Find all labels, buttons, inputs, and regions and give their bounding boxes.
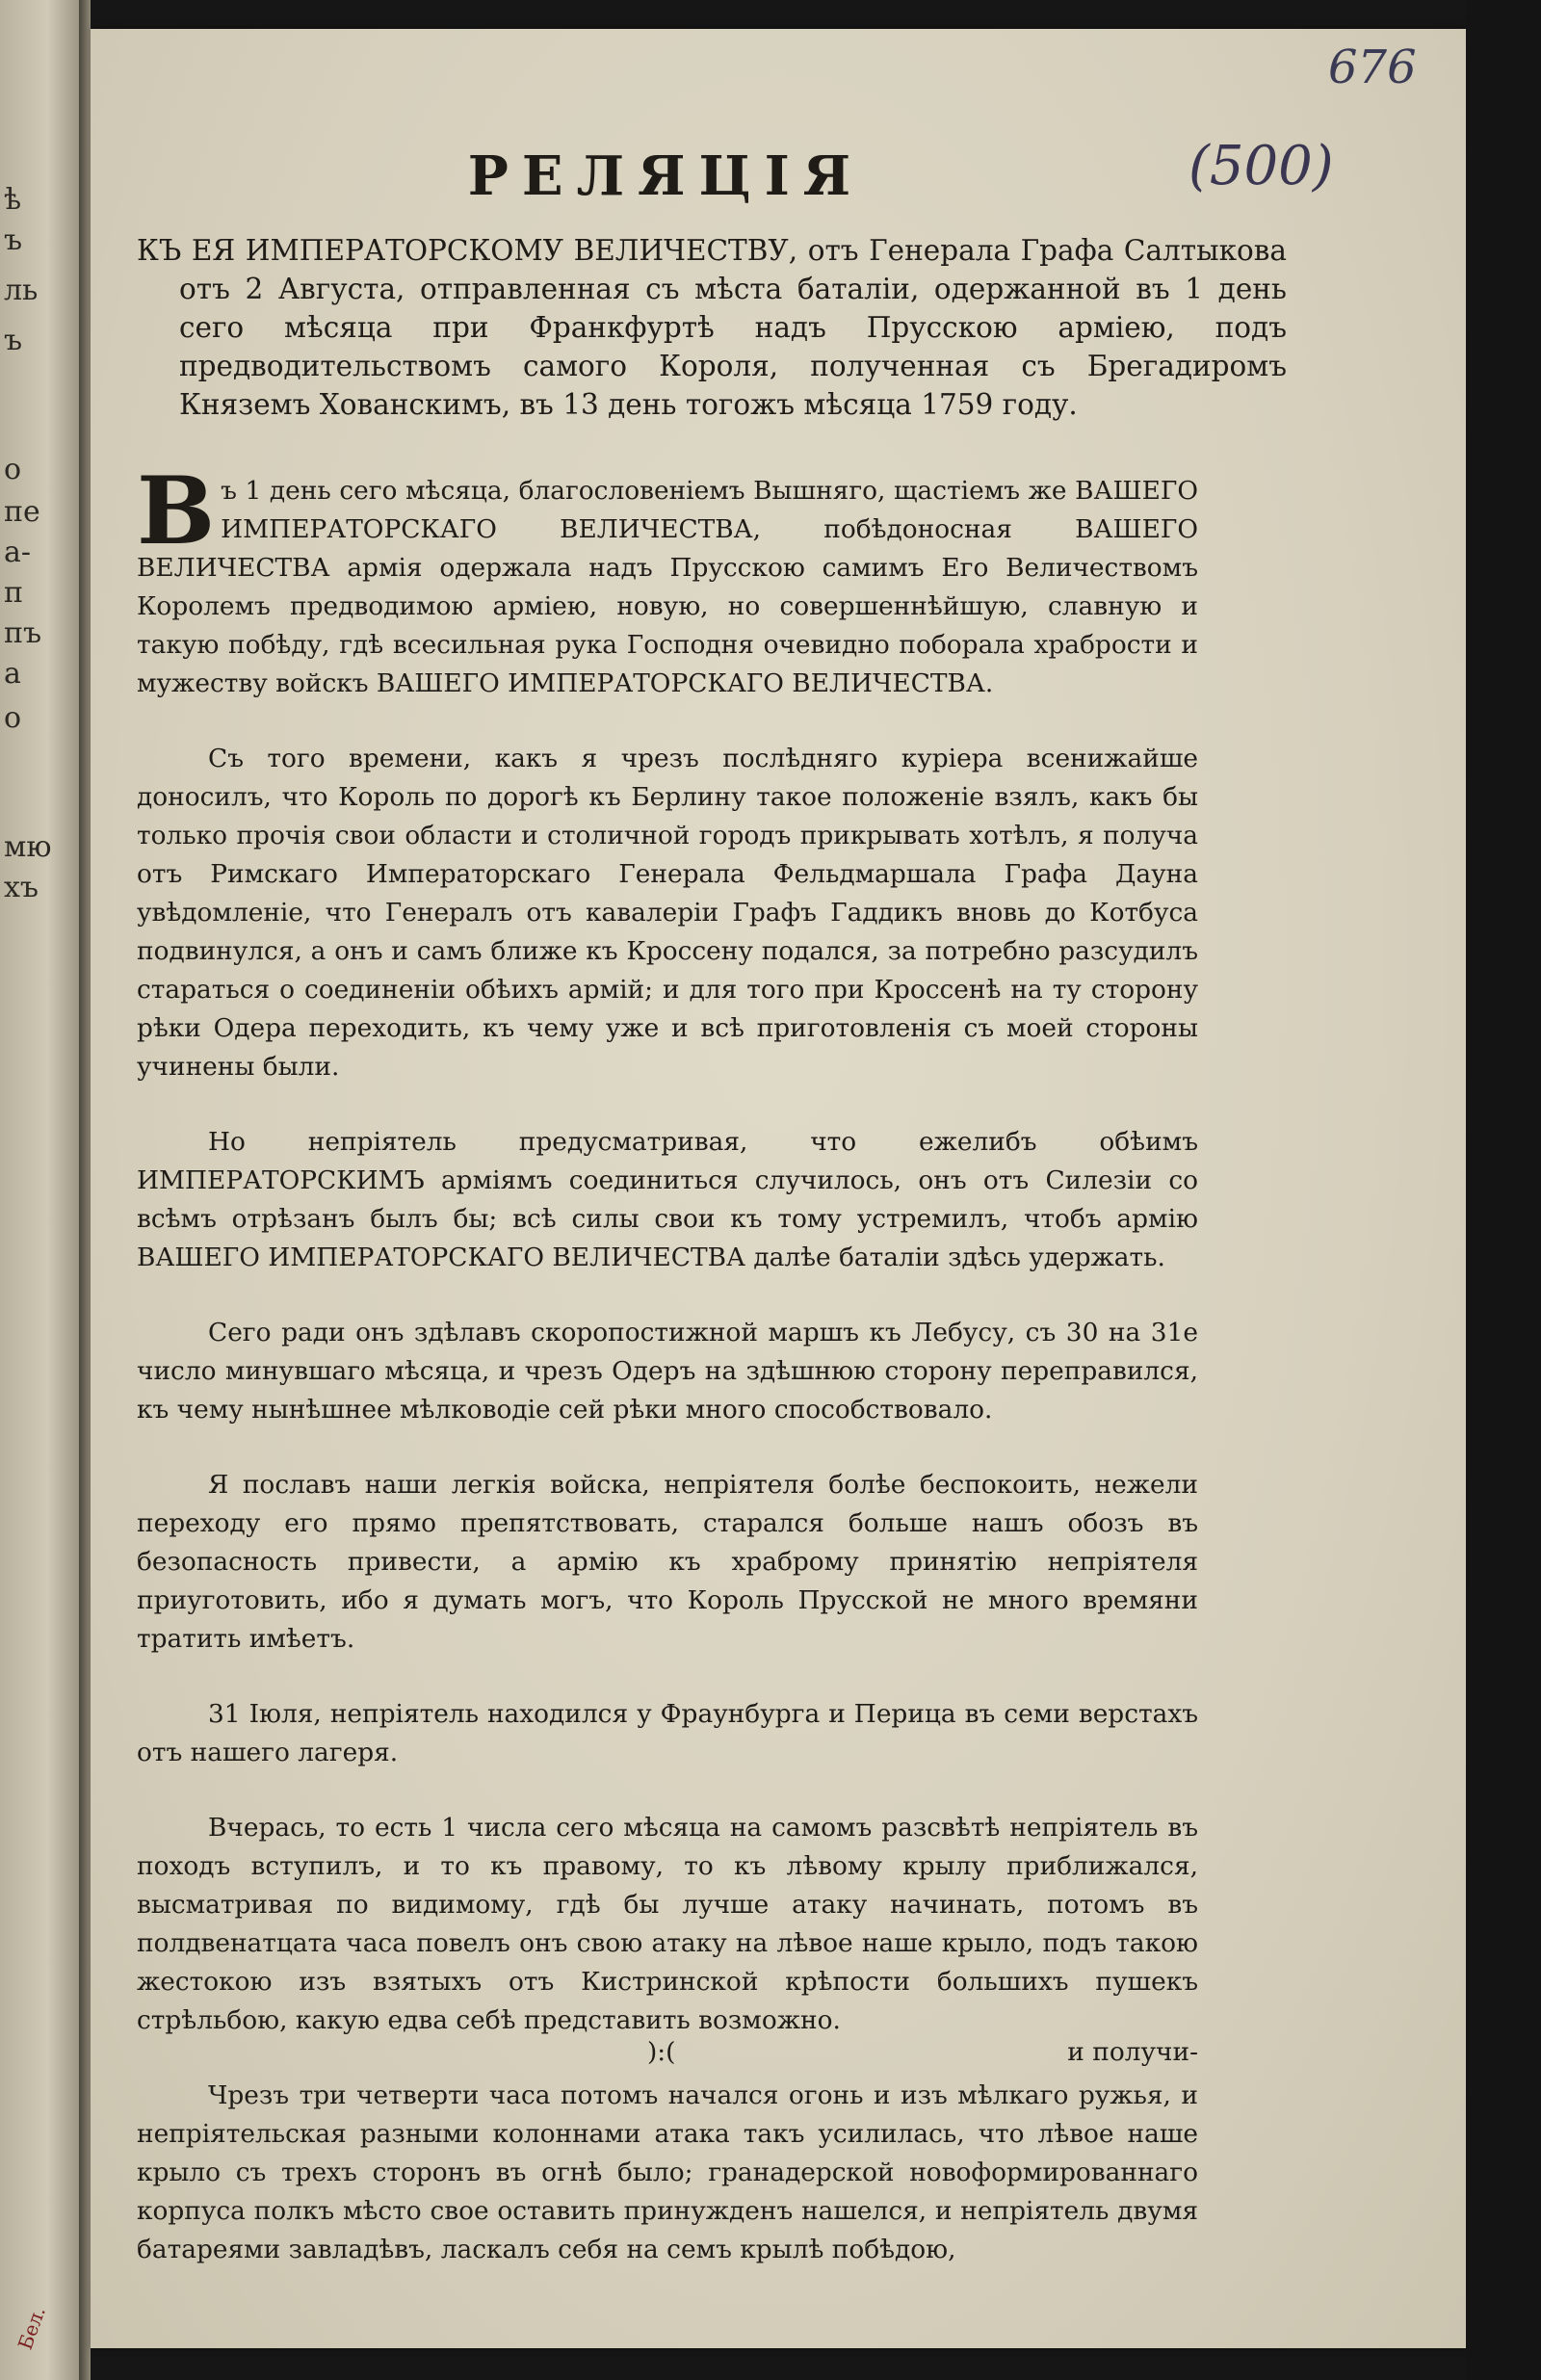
scan-background bbox=[1466, 0, 1541, 2380]
archive-number: (500) bbox=[1188, 135, 1334, 197]
folio-number: 676 bbox=[1328, 40, 1417, 94]
previous-page-edge bbox=[0, 0, 79, 2380]
prev-page-fragment: о bbox=[4, 453, 22, 486]
prev-page-fragment: ъ bbox=[4, 324, 23, 357]
catchword: и получи- bbox=[1067, 2037, 1198, 2067]
paragraph bbox=[137, 457, 1198, 703]
prev-page-fragment: о bbox=[4, 701, 22, 735]
library-sticker: Бел. bbox=[13, 2303, 50, 2353]
paragraph: Но непрiятель предусматривая, что ежелибъ обѣимъ ИМПЕРАТОРСКИМЪ армiямъ соединиться случилось, онъ отъ Силезiи со всѣмъ отрѣзанъ былъ бы; всѣ силы свои къ тому устремилъ, чтобъ армiю ВАШЕГО ИМПЕРАТОРСКАГО ВЕЛИЧЕСТВА далѣе баталiи здѣсь удержать. bbox=[137, 1127, 1198, 1272]
document-body bbox=[137, 457, 1198, 2306]
prev-page-fragment: мю bbox=[4, 830, 52, 864]
prev-page-fragment: хъ bbox=[4, 871, 39, 904]
prev-page-fragment: ѣ bbox=[4, 183, 22, 217]
paragraph: Я пославъ наши легкiя войска, непрiятеля болѣе беспокоить, нежели переходу его прямо препятствовать, старался больше нашъ обозъ въ безопасность привести, а армiю къ храброму принятiю непрiятеля приуготовить, ибо я думать могъ, что Король Прусской не много времяни тратить имѣетъ. bbox=[137, 1470, 1198, 1654]
prev-page-fragment: пе bbox=[4, 495, 40, 529]
paragraph: Сего ради онъ здѣлавъ скоропостижной маршъ къ Лебусу, съ 30 на 31е число минувшаго мѣсяца, и чрезъ Одеръ на здѣшнюю сторону переправился, къ чему нынѣшнее мѣлководiе сей рѣки много способствовало. bbox=[137, 1318, 1198, 1425]
paragraph-text: ъ 1 день сего мѣсяца, благословенiемъ Вышняго, щастiемъ же ВАШЕГО ИМПЕРАТОРСКАГО ВЕЛИЧЕСТВА, побѣдоносная ВАШЕГО ВЕЛИЧЕСТВА армiя одержала надъ Прусскою самимъ Его Величествомъ Королемъ предводимою армiею, новую, но совершеннѣйшую, славную и такую побѣду, гдѣ всесильная рука Господня очевидно поборала храбрости и мужеству войскъ ВАШЕГО ИМПЕРАТОРСКАГО ВЕЛИЧЕСТВА. bbox=[137, 476, 1198, 698]
page-footer bbox=[137, 2037, 1198, 2076]
prev-page-fragment: пъ bbox=[4, 616, 42, 650]
document-page bbox=[91, 29, 1466, 2348]
document-title: РЕЛЯЦIЯ bbox=[467, 144, 865, 208]
paragraph: Съ того времени, какъ я чрезъ послѣдняго курiера всенижайше доносилъ, что Король по дорогѣ къ Берлину такое положенiе взялъ, какъ бы только прочiя свои области и столичной городъ прикрывать хотѣлъ, я получа отъ Римскаго Императорскаго Генерала Фельдмаршала Графа Дауна увѣдомленiе, что Генералъ отъ кавалерiи Графъ Гаддикъ вновь до Котбуса подвинулся, а онъ и самъ ближе къ Кроссену подался, за потребно разсудилъ стараться о соединенiи обѣихъ армiй; и для того при Кроссенѣ на ту сторону рѣки Одера переходить, къ чему уже и всѣ приготовленiя съ моей стороны учинены были. bbox=[137, 744, 1198, 1082]
drop-cap: В bbox=[137, 457, 216, 565]
prev-page-fragment: а bbox=[4, 657, 21, 691]
paragraph: Вчерась, то есть 1 числа сего мѣсяца на самомъ разсвѣтѣ непрiятель въ походъ вступилъ, и то къ правому, то къ лѣвому крылу приближался, высматривая по видимому, гдѣ бы лучше атаку начинать, потомъ въ полдвенатцата часа повелъ онъ свою атаку на лѣвое наше крыло, подъ такою жестокою изъ взятыхъ отъ Кистринской крѣпости большихъ пушекъ стрѣльбою, какую едва себѣ представить возможно. bbox=[137, 1813, 1198, 2035]
paragraph: 31 Iюля, непрiятель находился у Фраунбурга и Перица въ семи верстахъ отъ нашего лагеря. bbox=[137, 1699, 1198, 1767]
signature-mark: ):( bbox=[647, 2037, 676, 2067]
prev-page-fragment: п bbox=[4, 576, 23, 610]
paragraph: Чрезъ три четверти часа потомъ начался огонь и изъ мѣлкаго ружья, и непрiятельская разными колоннами атака такъ усилилась, что лѣвое наше крыло съ трехъ сторонъ въ огнѣ было; гранадерской новоформированнаго корпуса полкъ мѣсто свое оставить принужденъ нашелся, и непрiятель двумя батареями завладѣвъ, ласкалъ себя на семъ крылѣ побѣдою, bbox=[137, 2080, 1198, 2264]
document-subtitle: КЪ ЕЯ ИМПЕРАТОРСКОМУ ВЕЛИЧЕСТВУ, отъ Генерала Графа Салтыкова отъ 2 Августа, отправленная съ мѣста баталiи, одержанной въ 1 день сего мѣсяца при Франкфуртѣ надъ Прусскою армiею, подъ предводительствомъ самого Короля, полученная съ Брегадиромъ Княземъ Хованскимъ, въ 13 день тогожъ мѣсяца 1759 году. bbox=[137, 234, 1287, 421]
prev-page-fragment: ъ bbox=[4, 223, 23, 257]
book-gutter bbox=[79, 0, 91, 2380]
prev-page-fragment: а- bbox=[4, 536, 32, 569]
prev-page-fragment: ль bbox=[4, 274, 39, 307]
